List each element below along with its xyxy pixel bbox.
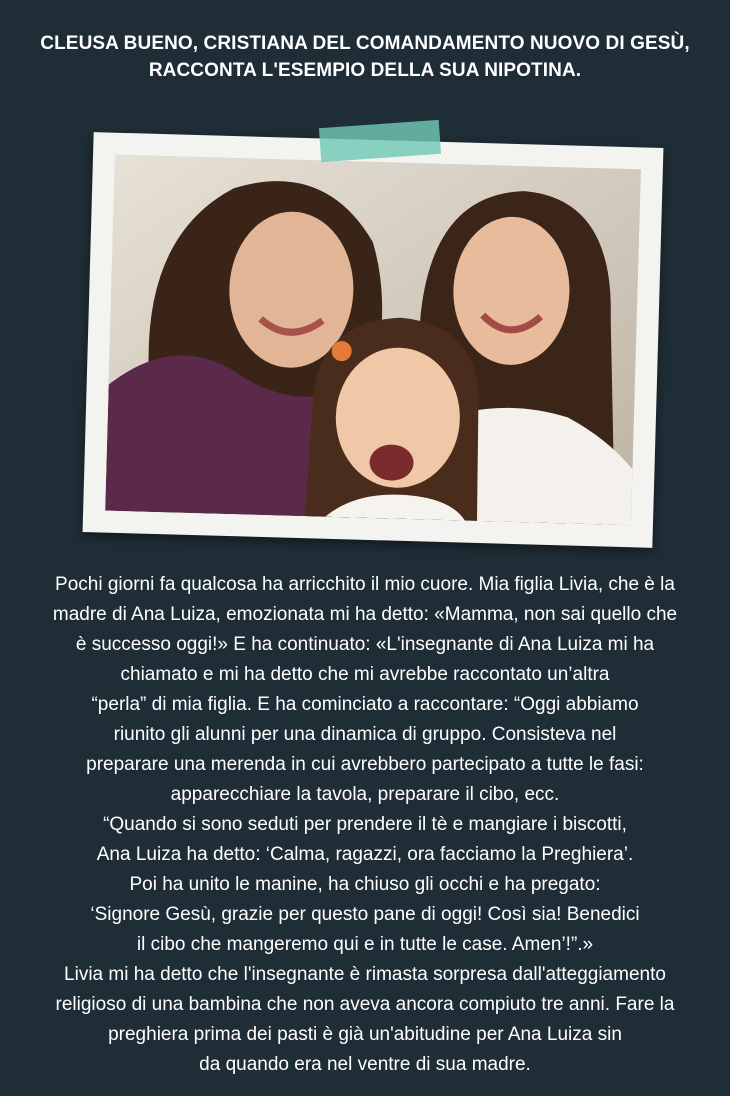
story-text [10, 570, 720, 1080]
story-line: Ana Luiza ha detto: ‘Calma, ragazzi, ora facciamo la Preghiera’. [96, 844, 634, 865]
story-line: riunito gli alunni per una dinamica di gruppo. Consisteva nel [113, 724, 617, 745]
family-photo-illustration [105, 155, 641, 526]
story-line: madre di Ana Luiza, emozionata mi ha detto: «Mamma, non sai quello che [52, 604, 678, 625]
story-line: religioso di una bambina che non aveva ancora compiuto tre anni. Fare la [55, 994, 675, 1015]
photo-frame [83, 132, 664, 548]
family-photo [105, 155, 641, 526]
story-line: “Quando si sono seduti per prendere il tè e mangiare i biscotti, [103, 814, 627, 835]
story-line: Livia mi ha detto che l'insegnante è rimasta sorpresa dall'atteggiamento [64, 964, 666, 985]
polaroid-photo [88, 140, 658, 540]
story-line: ‘Signore Gesù, grazie per questo pane di oggi! Così sia! Benedici [90, 904, 640, 925]
headline-line-1: CLEUSA BUENO, CRISTIANA DEL COMANDAMENTO NUOVO DI GESÙ, [40, 33, 690, 54]
story-line: chiamato e mi ha detto che mi avrebbe raccontato un’altra [120, 664, 610, 685]
story-line: da quando era nel ventre di sua madre. [199, 1054, 531, 1075]
headline-line-2: RACCONTA L'ESEMPIO DELLA SUA NIPOTINA. [148, 60, 582, 81]
story-line: preparare una merenda in cui avrebbero partecipato a tutte le fasi: [86, 754, 644, 775]
story-line: Pochi giorni fa qualcosa ha arricchito il mio cuore. Mia figlia Livia, che è la [55, 574, 675, 595]
story-line: apparecchiare la tavola, preparare il cibo, ecc. [170, 784, 560, 805]
story-line: preghiera prima dei pasti è già un'abitudine per Ana Luiza sin [108, 1024, 622, 1045]
story-line: Poi ha unito le manine, ha chiuso gli occhi e ha pregato: [129, 874, 601, 895]
story-line: il cibo che mangeremo qui e in tutte le case. Amen’!”.» [136, 934, 594, 955]
headline [20, 30, 710, 84]
story-line: “perla” di mia figlia. E ha cominciato a raccontare: “Oggi abbiamo [91, 694, 639, 715]
story-line: è successo oggi!» E ha continuato: «L'insegnante di Ana Luiza mi ha [75, 634, 655, 655]
